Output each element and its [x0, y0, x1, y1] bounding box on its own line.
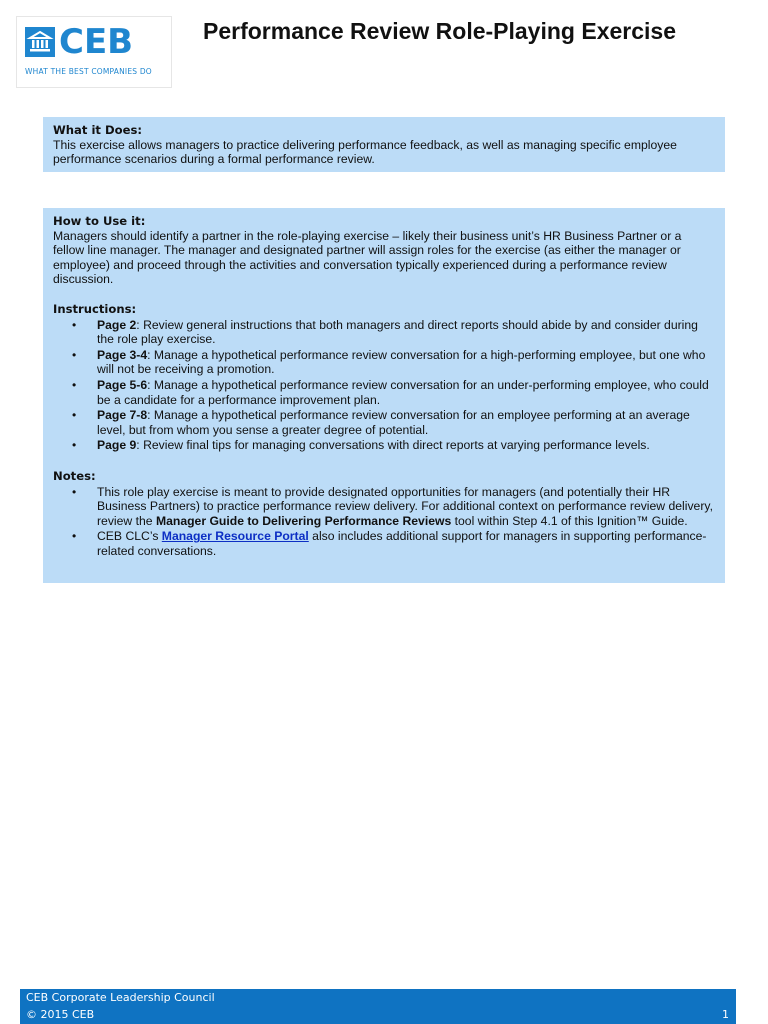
manager-resource-portal-link[interactable]: Manager Resource Portal	[161, 529, 309, 544]
how-to-use-body: Managers should identify a partner in the role-playing exercise – likely their business unit’s HR Business Partner or a fellow line manager. The manager and designated partner will assign roles for the exercise (as either the manager or employee) and proceed through the activities and conversation typically experienced during a performance review discussion.	[53, 228, 682, 287]
bullet-icon: •	[72, 347, 77, 362]
list-item	[53, 438, 715, 453]
page-label: Page 7-8	[97, 408, 148, 423]
logo-tagline: WHAT THE BEST COMPANIES DO	[25, 67, 152, 76]
bullet-icon: •	[72, 438, 77, 453]
list-item	[53, 529, 715, 558]
item-text: : Review final tips for managing conversations with direct reports at varying performance levels.	[136, 438, 650, 453]
page-title: Performance Review Role-Playing Exercise	[203, 18, 676, 44]
how-to-use-section	[43, 208, 725, 583]
notes-list	[53, 485, 715, 559]
list-item	[53, 378, 715, 407]
page-label: Page 5-6	[97, 377, 148, 392]
footer-copyright: © 2015 CEB	[26, 1008, 95, 1021]
logo-wordmark: CEB	[59, 22, 134, 62]
instructions-heading: Instructions:	[53, 301, 137, 316]
item-text: : Manage a hypothetical performance review conversation for an under-performing employee, who could be a candidate for a performance improvement plan.	[97, 377, 709, 407]
page-label: Page 2	[97, 317, 137, 332]
bank-building-icon	[25, 27, 55, 57]
note-text: tool within Step 4.1 of this Ignition™ Guide.	[451, 513, 688, 528]
list-item	[53, 485, 715, 529]
list-item	[53, 408, 715, 437]
note-text: CEB CLC’s	[97, 529, 162, 544]
notes-heading: Notes:	[53, 468, 96, 483]
bullet-icon: •	[72, 408, 77, 423]
list-item	[53, 348, 715, 377]
bullet-icon: •	[72, 529, 77, 544]
how-to-use-heading: How to Use it:	[53, 214, 146, 228]
list-item	[53, 318, 715, 347]
item-text: : Review general instructions that both managers and direct reports should abide by and consider during the role play exercise.	[97, 317, 698, 347]
note-text: also includes additional support for managers in supporting performance-related conversations.	[97, 529, 707, 558]
footer	[20, 989, 736, 1024]
page-label: Page 3-4	[97, 347, 148, 362]
note-text: This role play exercise is meant to provide designated opportunities for managers (and potentially their HR Business Partners) to practice performance review delivery. For additional context on performance review delivery, review the	[97, 484, 713, 528]
footer-organization: CEB Corporate Leadership Council	[26, 991, 215, 1004]
guide-title: Manager Guide to Delivering Performance Reviews	[155, 513, 452, 528]
bullet-icon: •	[72, 484, 77, 499]
item-text: : Manage a hypothetical performance review conversation for a high-performing employee, but one who will not be receiving a promotion.	[97, 347, 706, 377]
what-it-does-heading: What it Does:	[53, 123, 142, 137]
page-number: 1	[722, 1008, 729, 1021]
item-text: : Manage a hypothetical performance review conversation for an employee performing at an average level, but from whom you sense a greater degree of potential.	[97, 408, 690, 437]
ceb-logo	[16, 16, 172, 88]
bullet-icon: •	[72, 317, 77, 332]
instructions-list	[53, 318, 715, 453]
page-label: Page 9	[97, 438, 137, 453]
bullet-icon: •	[72, 377, 77, 392]
what-it-does-body: This exercise allows managers to practice delivering performance feedback, as well as managing specific employee performance scenarios during a formal performance review.	[53, 137, 677, 167]
what-it-does-section	[43, 117, 725, 172]
